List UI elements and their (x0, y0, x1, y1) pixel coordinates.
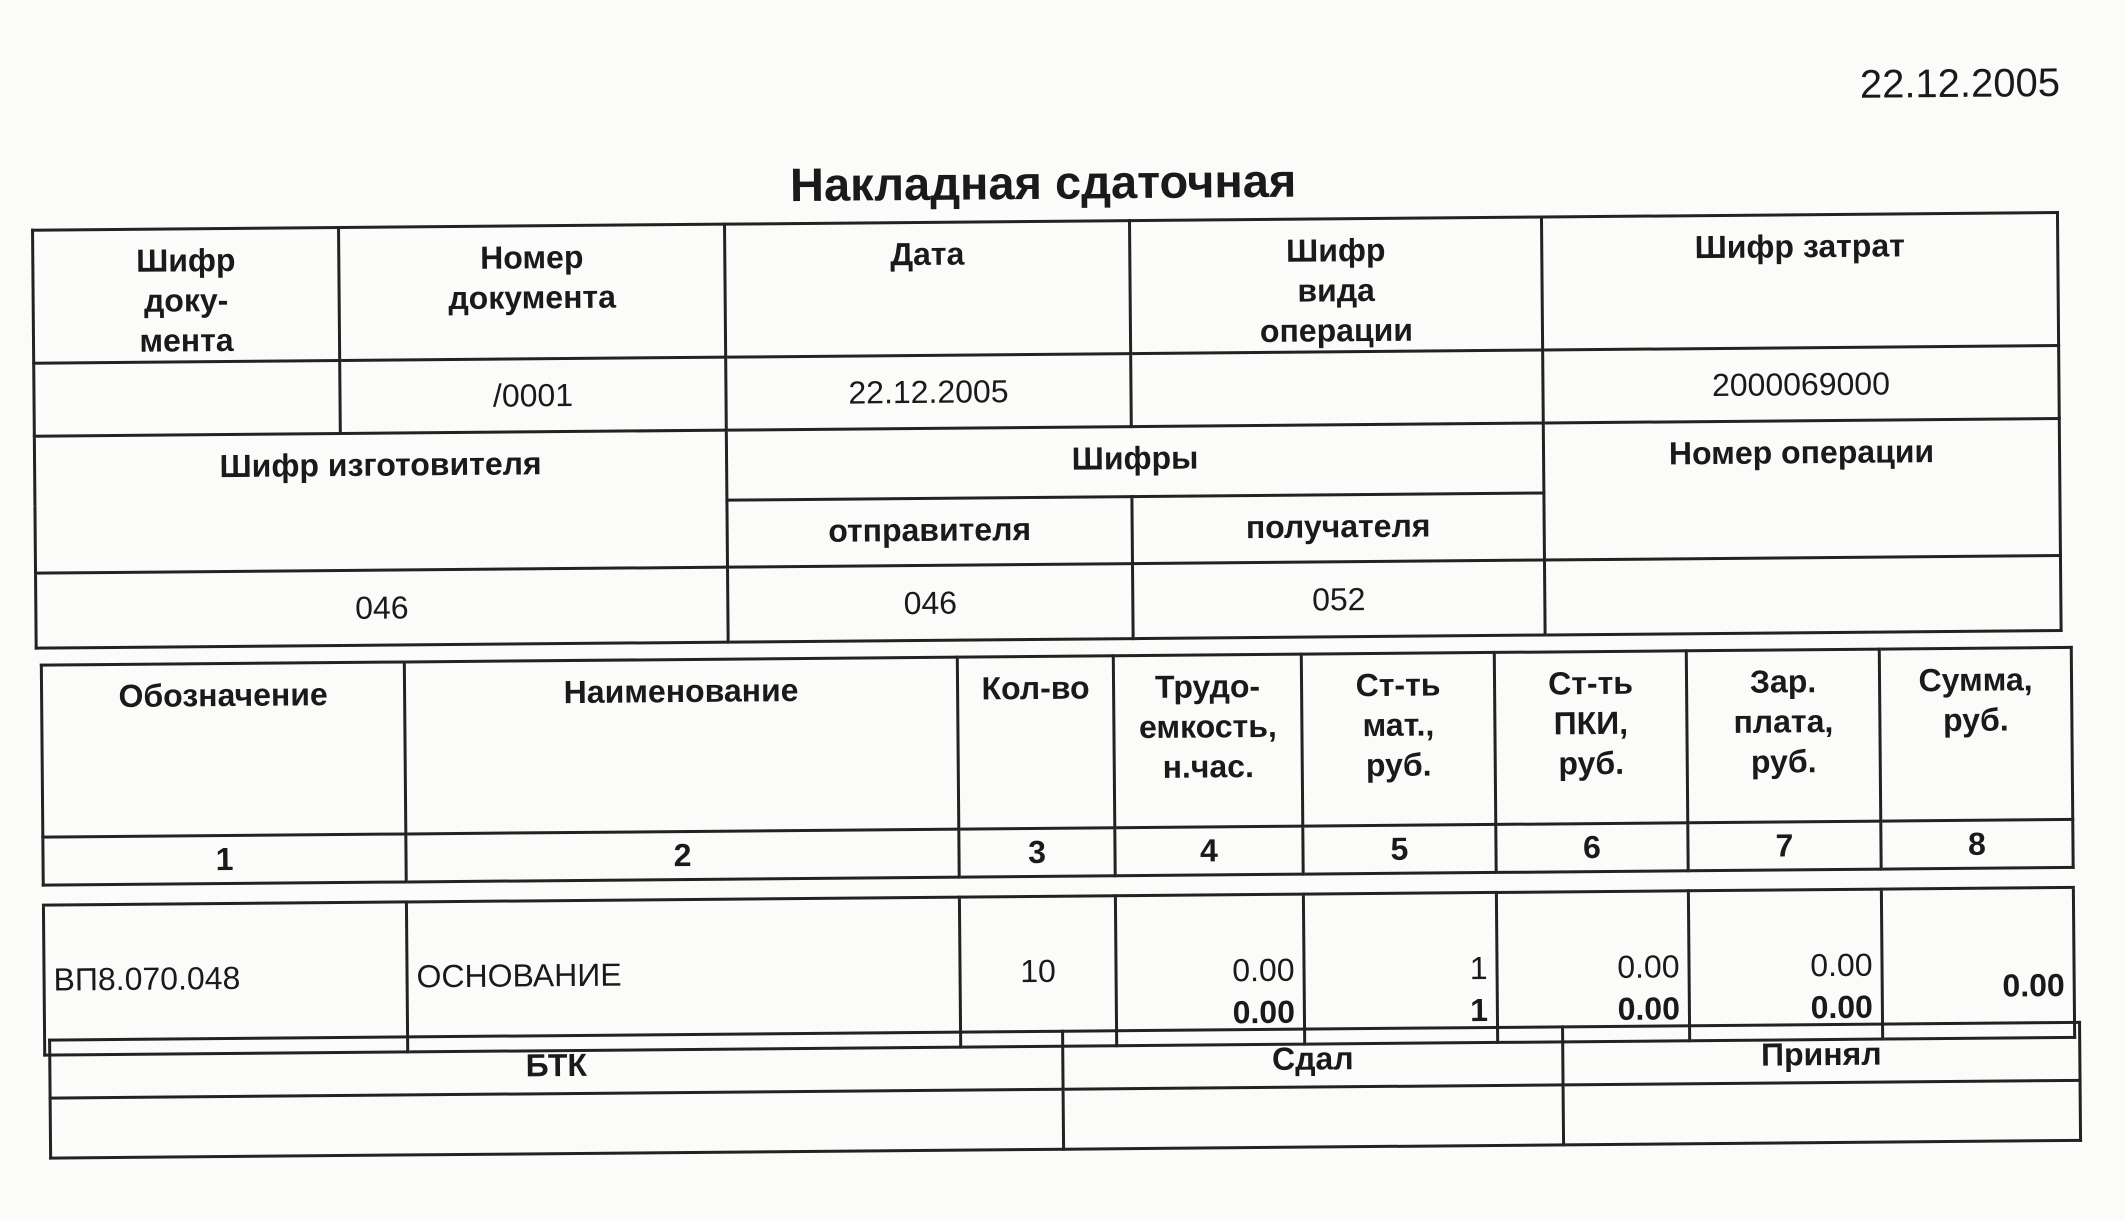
col-header-sum: Сумма, руб. (1879, 647, 2072, 821)
column-number: 3 (959, 828, 1115, 877)
btk-signature (50, 1089, 1063, 1158)
cost-code-value: 2000069000 (1543, 346, 2060, 424)
item-designation: ВП8.070.048 (43, 902, 407, 1055)
column-number: 2 (406, 829, 959, 882)
receiver-header: получателя (1132, 493, 1545, 564)
items-table (40, 646, 2076, 1057)
col-header-name: Наименование (404, 657, 958, 834)
items-header-row (41, 647, 2072, 837)
doc-number-value: /0001 (340, 357, 727, 433)
handed-label: Сдал (1063, 1027, 1563, 1089)
date-value: 22.12.2005 (726, 354, 1132, 431)
doc-number-header: Номер документа (339, 224, 726, 360)
item-material-cost: 1 1 (1303, 892, 1497, 1044)
accepted-label: Принял (1563, 1022, 2080, 1085)
col-header-material-cost: Ст-ть мат., руб. (1301, 652, 1495, 826)
doc-code-value (34, 361, 341, 437)
date-header: Дата (725, 221, 1131, 358)
item-sum: 0.00 (1881, 887, 2074, 1039)
col-header-salary: Зар. плата, руб. (1686, 649, 1880, 823)
btk-label: БТК (50, 1031, 1063, 1098)
column-number: 7 (1688, 821, 1881, 871)
header-table (31, 211, 2063, 650)
op-type-header: Шифр вида операции (1129, 217, 1542, 354)
item-pki-cost: 0.00 0.00 (1496, 891, 1689, 1043)
cost-code-header: Шифр затрат (1541, 213, 2058, 350)
doc-code-header: Шифр доку- мента (33, 228, 340, 364)
item-salary: 0.00 0.00 (1688, 889, 1882, 1041)
op-type-value (1131, 350, 1544, 427)
item-qty: 10 (959, 896, 1116, 1047)
column-number: 1 (43, 834, 406, 885)
column-number: 6 (1496, 823, 1688, 873)
handed-signature (1063, 1085, 1564, 1149)
document-date-top: 22.12.2005 (1859, 60, 2061, 107)
col-header-designation: Обозначение (41, 662, 405, 837)
maker-code-header: Шифр изготовителя (34, 430, 727, 573)
receiver-code-value: 052 (1132, 560, 1545, 639)
op-number-value (1544, 556, 2061, 636)
maker-code-value: 046 (36, 567, 729, 648)
accepted-signature (1563, 1080, 2081, 1145)
signatures-table (48, 1021, 2082, 1160)
column-number: 5 (1303, 824, 1496, 874)
item-labor: 0.00 0.00 (1115, 894, 1304, 1046)
column-number: 8 (1881, 819, 2073, 869)
codes-header: Шифры (726, 423, 1544, 500)
item-name: ОСНОВАНИЕ (406, 897, 960, 1052)
sender-header: отправителя (727, 497, 1133, 568)
col-header-qty: Кол-во (957, 656, 1114, 829)
column-number: 4 (1115, 826, 1303, 876)
document-title: Накладная сдаточная (789, 153, 1297, 212)
sender-code-value: 046 (728, 564, 1134, 643)
op-number-header: Номер операции (1543, 419, 2060, 560)
col-header-pki-cost: Ст-ть ПКИ, руб. (1494, 651, 1687, 825)
col-header-labor: Трудо- емкость, н.час. (1113, 654, 1302, 828)
